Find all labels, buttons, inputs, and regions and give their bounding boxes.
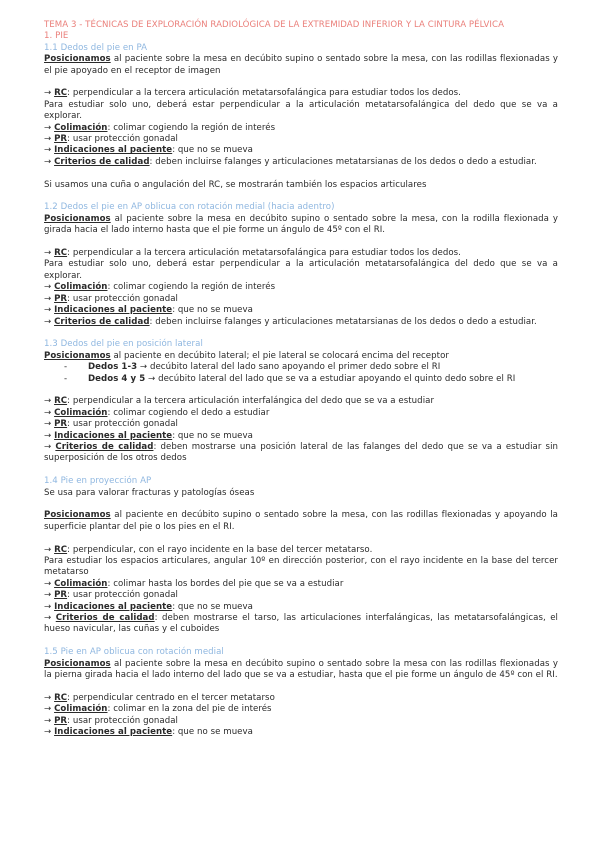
pr-label: PR [54,293,68,304]
patient-instructions-label: Indicaciones al paciente [54,601,173,612]
colimation-label: Colimación [54,407,108,418]
document-body [44,20,558,738]
arrow-icon: → [44,441,52,452]
arrow-icon: → [44,88,52,99]
positioning-label: Posicionamos [44,213,111,224]
positioning-label: Posicionamos [44,510,111,521]
pr-label: PR [54,715,68,726]
patient-instructions-line: → Indicaciones al paciente: que no se mueva [44,430,253,441]
rc-line: → RC: perpendicular a la tercera articulación metatarsofalángica para estudiar todos los dedos. [44,248,461,259]
positioning-label: Posicionamos [44,350,111,361]
rc-detail: Para estudiar los espacios articulares, angular 10º en dirección posterior, con el rayo incidente en la base del tercer metatarso [44,555,558,578]
colimation-label: Colimación [54,122,108,133]
patient-instructions-label: Indicaciones al paciente [54,145,173,156]
subsection-heading-1-1: 1.1 Dedos del pie en PA [44,42,148,53]
section-title: 1. PIE [44,31,69,42]
rc-label: RC [54,692,68,703]
rc-detail: Para estudiar solo uno, deberá estar perpendicular a la articulación metatarsofalángica del dedo que se va a explorar. [44,259,558,281]
subsection-heading-1-4: 1.4 Pie en proyección AP [44,476,152,487]
rc-label: RC [54,544,68,555]
colimation-line: → Colimación: colimar cogiendo la región de interés [44,282,276,293]
positioning-paragraph: Posicionamos al paciente en decúbito supino o sentado sobre la mesa, con las rodillas flexionadas y apoyando la superficie plantar del pie o los pies en el RI. [44,510,558,532]
quality-criteria-label: Criterios de calidad [55,612,155,623]
rc-line: → RC: perpendicular centrado en el tercer metatarso [44,692,275,703]
arrow-icon: → [44,590,52,601]
arrow-icon: → [44,544,52,555]
arrow-icon: → [44,156,52,167]
arrow-icon: → [44,293,52,304]
document-title: TEMA 3 - TÉCNICAS DE EXPLORACIÓN RADIOLÓGICA DE LA EXTREMIDAD INFERIOR Y LA CINTURA PÉLVICA [44,20,504,30]
pr-line: → PR: usar protección gonadal [44,590,178,601]
pr-line: → PR: usar protección gonadal [44,715,178,726]
rc-line: → RC: perpendicular a la tercera articulación metatarsofalángica para estudiar todos los dedos. [44,88,461,99]
list-item: - Dedos 1-3 → decúbito lateral del lado sano apoyando el primer dedo sobre el RI [64,362,441,373]
arrow-icon: → [44,134,52,145]
subsection-heading-1-3: 1.3 Dedos del pie en posición lateral [44,339,203,350]
positioning-label: Posicionamos [44,658,111,669]
colimation-line: → Colimación: colimar cogiendo la región de interés [44,122,276,133]
patient-instructions-label: Indicaciones al paciente [54,430,173,441]
quality-criteria-label: Criterios de calidad [54,156,150,167]
arrow-icon: → [44,305,52,316]
quality-criteria-line: → Criterios de calidad: deben incluirse falanges y articulaciones metatarsianas de los dedos o dedo a estudiar. [44,316,537,327]
pr-label: PR [54,590,68,601]
patient-instructions-line: → Indicaciones al paciente: que no se mueva [44,305,253,316]
arrow-icon: → [44,122,52,133]
dash-bullet: - [64,362,68,373]
pr-line: → PR: usar protección gonadal [44,134,178,145]
arrow-icon: → [44,419,52,430]
quality-criteria-label: Criterios de calidad [55,441,154,452]
quality-criteria-label: Criterios de calidad [54,316,150,327]
rc-label: RC [54,88,68,99]
arrow-icon: → [44,715,52,726]
patient-instructions-label: Indicaciones al paciente [54,305,173,316]
arrow-icon: → [44,282,52,293]
pr-label: PR [54,134,68,145]
patient-instructions-line: → Indicaciones al paciente: que no se mueva [44,727,253,738]
arrow-icon: → [44,145,52,156]
arrow-icon: → [44,396,52,407]
positioning-paragraph: Posicionamos al paciente sobre la mesa en decúbito supino o sentado sobre la mesa, con las rodillas flexionadas y el pie apoyado en el receptor de imagen [44,54,558,76]
patient-instructions-line: → Indicaciones al paciente: que no se mueva [44,145,253,156]
patient-instructions-line: → Indicaciones al paciente: que no se mueva [44,601,253,612]
rc-line: → RC: perpendicular a la tercera articulación interfalángica del dedo que se va a estudiar [44,396,435,407]
subsection-heading-1-5: 1.5 Pie en AP oblicua con rotación medial [44,647,224,658]
positioning-paragraph: Posicionamos al paciente sobre la mesa en decúbito supino o sentado sobre la mesa, con la rodilla flexionada y girada hacia el lado interno hasta que el pie forme un ángulo de 45º con el RI. [44,213,558,236]
arrow-icon: → [44,430,52,441]
colimation-label: Colimación [54,282,108,293]
positioning-label: Posicionamos [44,54,111,65]
arrow-icon: → [148,373,156,384]
colimation-line: → Colimación: colimar hasta los bordes del pie que se va a estudiar [44,578,344,589]
pr-line: → PR: usar protección gonadal [44,293,178,304]
colimation-label: Colimación [54,578,108,589]
rc-label: RC [54,248,68,259]
dash-bullet: - [64,373,68,384]
quality-criteria-line: → Criterios de calidad: deben mostrarse el tarso, las articulaciones interfalángicas, las metatarsofalángicas, el hueso navicular, las cuñas y el cuboides [44,612,558,635]
arrow-icon: → [44,704,52,715]
arrow-icon: → [44,601,52,612]
pr-line: → PR: usar protección gonadal [44,419,178,430]
colimation-label: Colimación [54,704,108,715]
rc-label: RC [54,396,68,407]
note-paragraph: Si usamos una cuña o angulación del RC, se mostrarán también los espacios articulares [44,179,427,190]
arrow-icon: → [44,407,52,418]
arrow-icon: → [44,316,52,327]
arrow-icon: → [44,248,52,259]
colimation-line: → Colimación: colimar en la zona del pie de interés [44,704,272,715]
quality-criteria-line: → Criterios de calidad: deben mostrarse una posición lateral de las falanges del dedo que se va a estudiar sin superposición de los otros dedos [44,441,559,464]
arrow-icon: → [44,692,52,703]
rc-detail: Para estudiar solo uno, deberá estar perpendicular a la articulación metatarsofalángica del dedo que se va a explorar. [44,99,558,122]
intro-paragraph: Se usa para valorar fracturas y patologías óseas [44,487,255,498]
arrow-icon: → [44,727,52,738]
patient-instructions-label: Indicaciones al paciente [54,727,173,738]
pr-label: PR [54,419,68,430]
rc-line: → RC: perpendicular, con el rayo incidente en la base del tercer metatarso. [44,544,373,555]
colimation-line: → Colimación: colimar cogiendo el dedo a estudiar [44,407,270,418]
quality-criteria-line: → Criterios de calidad: deben incluirse falanges y articulaciones metatarsianas de los dedos o dedo a estudiar. [44,156,537,167]
arrow-icon: → [139,362,148,373]
arrow-icon: → [44,578,52,589]
positioning-paragraph: Posicionamos al paciente sobre la mesa en decúbito supino o sentado sobre la mesa con las rodillas flexionadas y la pierna girada hacia el lado interno del lado que se va a estudiar, hasta que el pie forme un ángulo de 45º con el RI. [44,658,558,680]
subsection-heading-1-2: 1.2 Dedos el pie en AP oblicua con rotación medial (hacia adentro) [44,202,335,213]
arrow-icon: → [44,612,52,623]
positioning-paragraph: Posicionamos al paciente en decúbito lateral; el pie lateral se colocará encima del receptor [44,350,449,361]
list-item: - Dedos 4 y 5 → decúbito lateral del lado que se va a estudiar apoyando el quinto dedo sobre el RI [64,373,516,384]
